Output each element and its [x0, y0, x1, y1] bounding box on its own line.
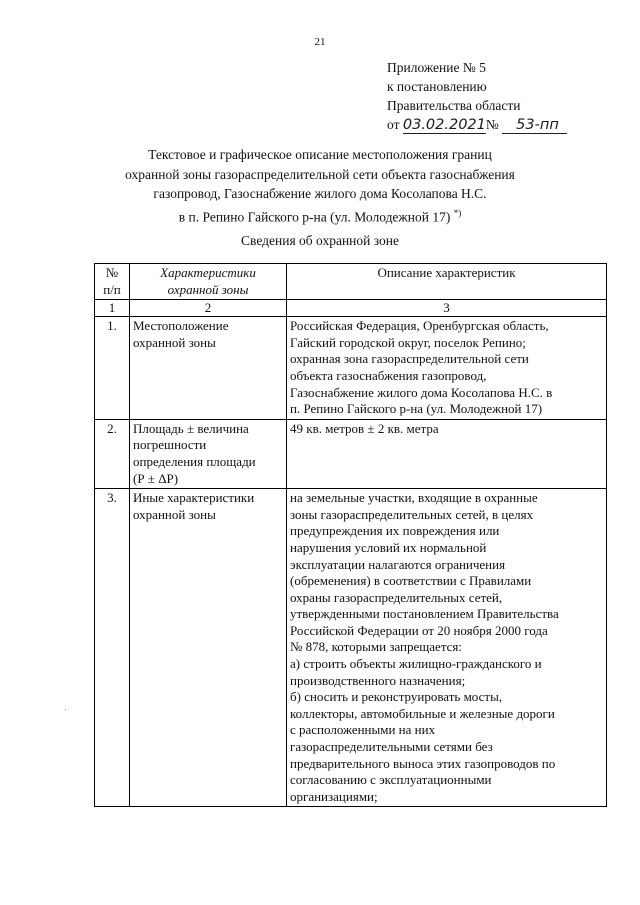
cell-line: погрешности	[133, 437, 207, 453]
title-line-4-text: в п. Репино Гайского р-на (ул. Молодежной 17)	[178, 209, 451, 224]
table-header-row	[95, 264, 607, 300]
header-characteristics	[130, 264, 287, 300]
document-title	[0, 145, 640, 227]
cell-line: 49 кв. метров ± 2 кв. метра	[290, 420, 439, 436]
cell-line: № 878, которыми запрещается:	[290, 639, 463, 655]
cell-line: производственного назначения;	[290, 672, 466, 688]
cell-line: предупреждения их повреждения или	[290, 523, 500, 539]
cell-line: (обременения) в соответствии с Правилами	[290, 573, 532, 589]
table-row	[95, 489, 607, 807]
cell-line: а) строить объекты жилищно-гражданского и	[290, 656, 542, 672]
table-row	[95, 419, 607, 488]
header-characteristics-line-2: охранной зоны	[167, 281, 249, 297]
cell-line: согласованию с эксплуатационными	[290, 772, 492, 788]
cell-line: охранная зона газораспределительной сети	[290, 351, 529, 367]
table-row	[95, 317, 607, 420]
column-number: 1	[95, 300, 130, 317]
cell-line: эксплуатации налагаются ограничения	[290, 556, 506, 572]
appendix-date: 03.02.2021	[402, 117, 486, 133]
cell-line: охранной зоны	[133, 334, 216, 350]
cell-line: объекта газоснабжения газопровод,	[290, 367, 487, 383]
zone-info-table	[94, 263, 607, 807]
cell-line: Площадь ± величина	[133, 420, 249, 436]
title-line-3: газопровод, Газоснабжение жилого дома Косолапова Н.С.	[153, 186, 487, 201]
appendix-ot: от	[387, 117, 400, 132]
cell-line: на земельные участки, входящие в охранные	[290, 490, 538, 506]
cell-line: организациями;	[290, 788, 378, 804]
cell-line: (Р ± ΔР)	[133, 470, 179, 486]
header-num	[95, 264, 130, 300]
row-characteristic	[130, 317, 287, 420]
section-subtitle: Сведения об охранной зоне	[241, 233, 399, 248]
cell-line: б) сносить и реконструировать мосты,	[290, 689, 503, 705]
cell-line: п. Репино Гайского р-на (ул. Молодежной 17)	[290, 401, 543, 417]
column-number: 2	[130, 300, 287, 317]
appendix-no: №	[485, 117, 499, 132]
cell-line: предварительного выноса этих газопроводов по	[290, 755, 556, 771]
appendix-block	[387, 58, 567, 134]
cell-line: Российской Федерации от 20 ноября 2000 года	[290, 622, 548, 638]
row-number: 2.	[95, 419, 130, 488]
row-description	[287, 419, 607, 488]
header-characteristics-line-1: Характеристики	[160, 265, 256, 280]
title-line-4	[0, 204, 640, 227]
cell-line: с расположенными на них	[290, 722, 436, 738]
cell-line: Гайский городской округ, поселок Репино;	[290, 334, 526, 350]
row-number: 3.	[95, 489, 130, 807]
appendix-title: Приложение № 5	[387, 60, 486, 75]
column-number: 3	[287, 300, 607, 317]
appendix-line-3: Правительства области	[387, 98, 521, 113]
cell-line: охранной зоны	[133, 506, 216, 522]
row-characteristic	[130, 489, 287, 807]
cell-line: Российская Федерация, Оренбургская область,	[290, 318, 549, 334]
cell-line: определения площади	[133, 453, 256, 469]
title-footnote-mark: *)	[453, 207, 462, 218]
cell-line: утвержденными постановлением Правительства	[290, 606, 559, 622]
header-num-line-2: п/п	[103, 281, 121, 297]
cell-line: нарушения условий их нормальной	[290, 539, 487, 555]
title-line-1: Текстовое и графическое описание местоположения границ	[148, 147, 492, 162]
row-number: 1.	[95, 317, 130, 420]
header-num-line-1: №	[105, 265, 119, 280]
appendix-number: 53-пп	[502, 118, 567, 134]
cell-line: Местоположение	[133, 318, 229, 334]
column-number-row	[95, 300, 607, 317]
row-description	[287, 317, 607, 420]
appendix-date-line	[387, 115, 567, 134]
cell-line: Газоснабжение жилого дома Косолапова Н.С. в	[290, 384, 553, 400]
cell-line: коллекторы, автомобильные и железные дороги	[290, 705, 555, 721]
cell-line: зоны газораспределительных сетей, в целях	[290, 506, 534, 522]
cell-line: охраны газораспределительных сетей,	[290, 589, 503, 605]
title-line-2: охранной зоны газораспределительной сети объекта газоснабжения	[125, 166, 515, 182]
cell-line: газораспределительными сетями без	[290, 739, 493, 755]
row-characteristic	[130, 419, 287, 488]
row-description	[287, 489, 607, 807]
header-description: Описание характеристик	[287, 264, 607, 300]
cell-line: Иные характеристики	[133, 490, 255, 506]
scan-speck	[65, 709, 66, 710]
appendix-line-2: к постановлению	[387, 79, 487, 94]
page-number: 21	[314, 36, 326, 48]
